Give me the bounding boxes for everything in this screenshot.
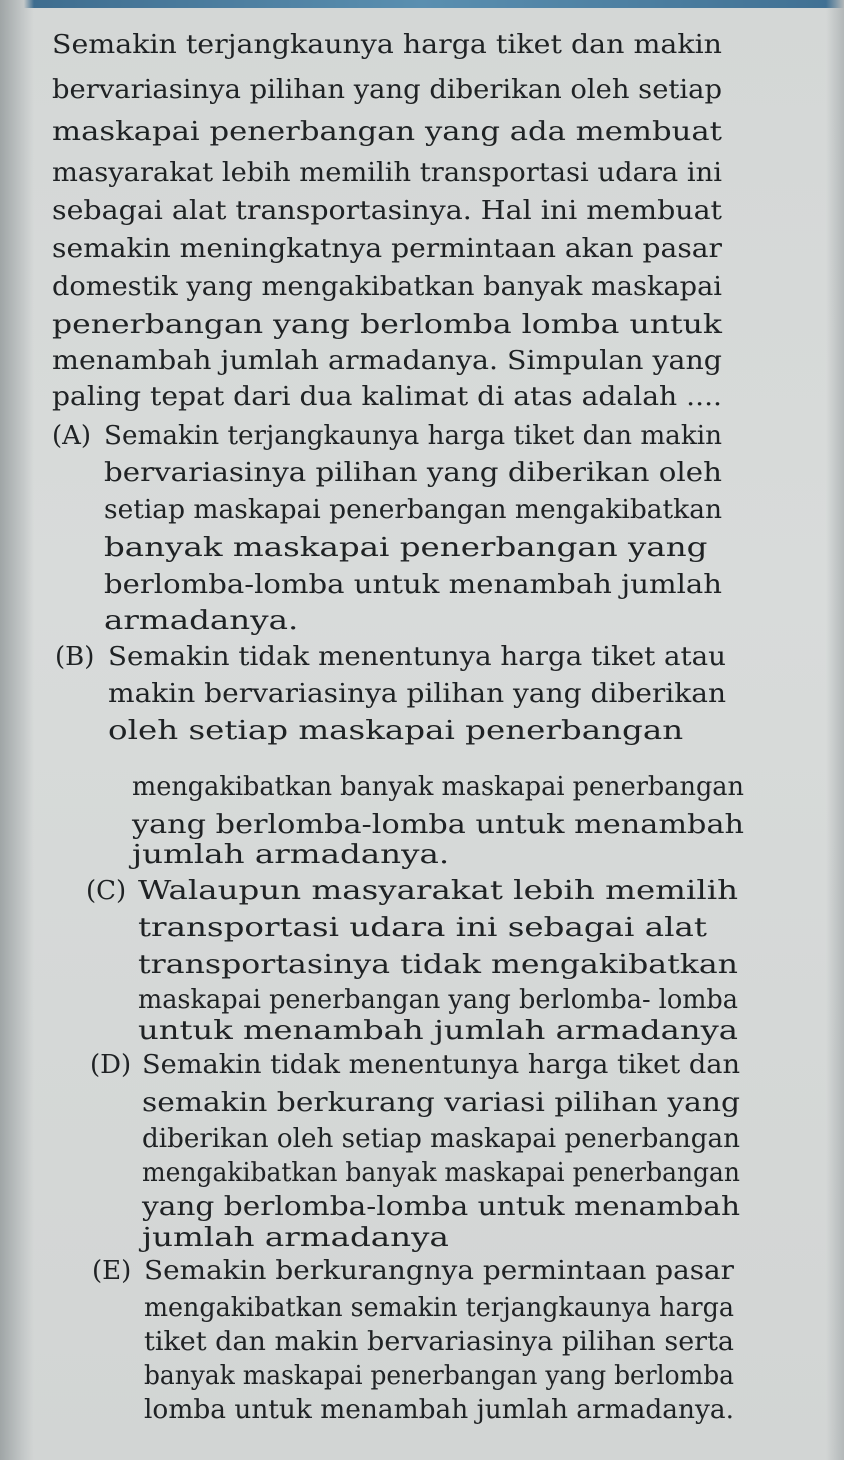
option-line: Semakin berkurangnya permintaan pasar [144,1256,734,1286]
option-label: (D) [90,1050,132,1080]
option-line: tiket dan makin bervariasinya pilihan serta [144,1327,734,1357]
option-label: (E) [92,1256,132,1286]
option-line: banyak maskapai penerbangan yang [104,533,708,563]
option-line: untuk menambah jumlah armadanya [138,1016,738,1046]
option-line: setiap maskapai penerbangan mengakibatkan [104,495,722,525]
option-line: yang berlomba-lomba untuk menambah [132,810,744,840]
option-line: berlomba-lomba untuk menambah jumlah [104,570,722,600]
stem-line: sebagai alat transportasinya. Hal ini membuat [52,196,722,226]
stem-line: bervariasinya pilihan yang diberikan oleh setiap [52,75,722,105]
option-line: banyak maskapai penerbangan yang berlomba [144,1361,734,1391]
option-line: diberikan oleh setiap maskapai penerbangan [142,1124,740,1154]
option-line: bervariasinya pilihan yang diberikan oleh [104,458,722,488]
option-line: makin bervariasinya pilihan yang diberikan [108,679,726,709]
stem-line: paling tepat dari dua kalimat di atas adalah .... [52,382,723,412]
stem-line: Semakin terjangkaunya harga tiket dan makin [52,30,722,60]
option-label: (B) [55,642,95,672]
option-line: transportasi udara ini sebagai alat [138,913,707,943]
option-line: oleh setiap maskapai penerbangan [108,716,684,746]
option-line: Semakin tidak menentunya harga tiket atau [108,642,726,672]
option-line: mengakibatkan banyak maskapai penerbangan [142,1158,740,1188]
option-line: armadanya. [104,606,299,636]
option-line: Semakin tidak menentunya harga tiket dan [142,1050,740,1080]
option-label: (C) [86,876,127,906]
option-line: maskapai penerbangan yang berlomba- lomba [138,985,738,1015]
stem-line: semakin meningkatnya permintaan akan pasar [52,234,722,264]
top-color-strip [0,0,844,8]
option-line: transportasinya tidak mengakibatkan [138,950,738,980]
option-line: mengakibatkan banyak maskapai penerbangan [132,772,744,802]
option-line: mengakibatkan semakin terjangkaunya harga [144,1293,734,1323]
stem-line: domestik yang mengakibatkan banyak maskapai [52,272,722,302]
page-edge-shadow-right [826,0,844,1460]
page-edge-shadow [0,0,34,1460]
option-line: lomba untuk menambah jumlah armadanya. [144,1395,734,1425]
stem-line: menambah jumlah armadanya. Simpulan yang [52,346,722,376]
option-line: Walaupun masyarakat lebih memilih [138,876,738,906]
stem-line: penerbangan yang berlomba lomba untuk [52,310,722,340]
option-line: jumlah armadanya [142,1223,449,1253]
option-line: semakin berkurang variasi pilihan yang [142,1088,740,1118]
stem-line: maskapai penerbangan yang ada membuat [52,117,722,147]
option-label: (A) [52,421,92,451]
option-line: jumlah armadanya. [132,840,450,870]
option-line: Semakin terjangkaunya harga tiket dan makin [104,421,722,451]
stem-line: masyarakat lebih memilih transportasi udara ini [52,158,722,188]
option-line: yang berlomba-lomba untuk menambah [142,1192,740,1222]
